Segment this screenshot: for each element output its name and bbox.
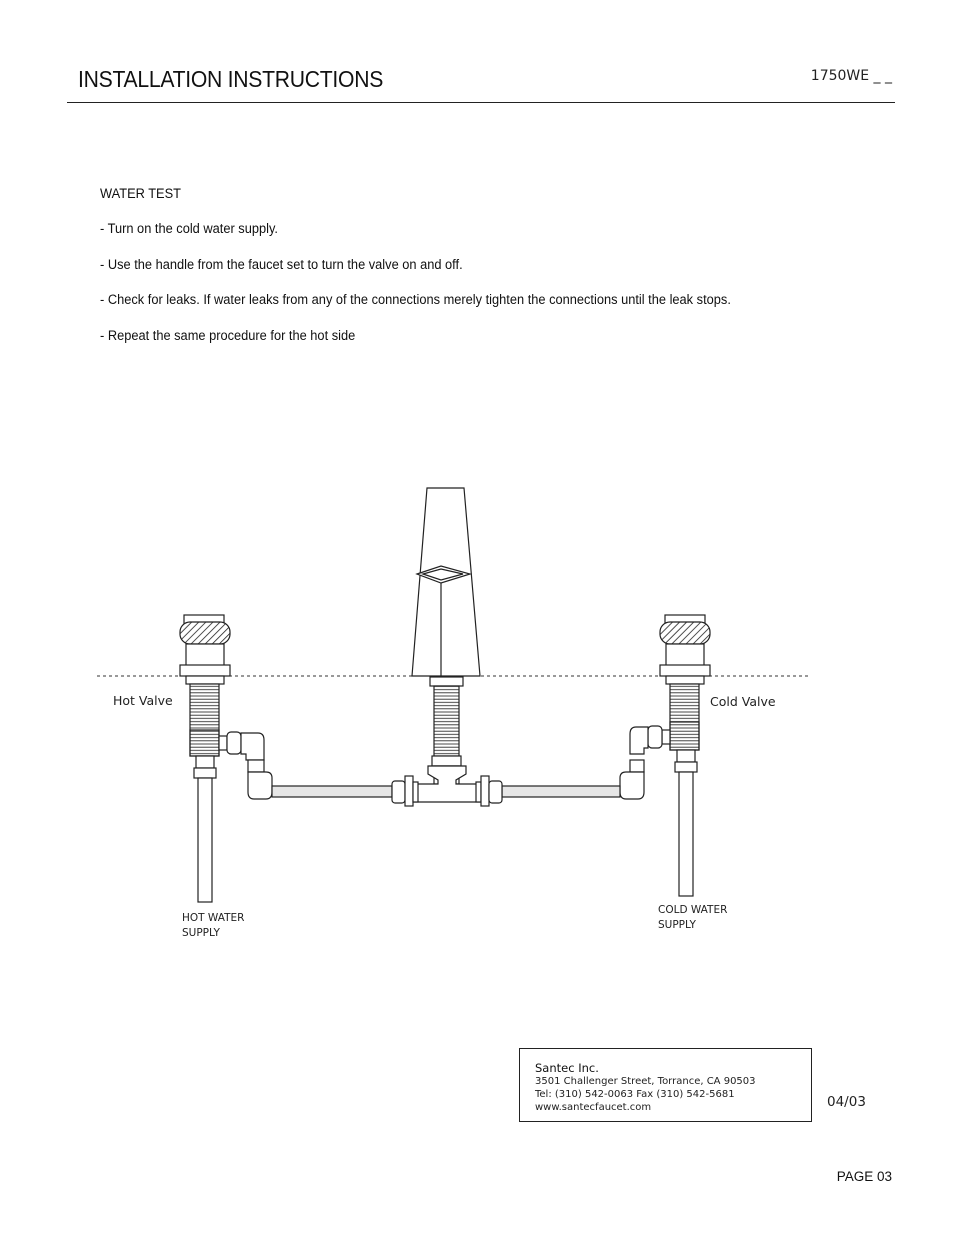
cold-valve-label: Cold Valve bbox=[710, 694, 776, 709]
instruction-step: - Use the handle from the faucet set to turn the valve on and off. bbox=[100, 256, 463, 272]
hot-water-supply-label bbox=[182, 911, 244, 941]
company-website: www.santecfaucet.com bbox=[535, 1102, 652, 1113]
hot-valve bbox=[180, 615, 230, 902]
page-title: INSTALLATION INSTRUCTIONS bbox=[78, 66, 384, 92]
hot-elbow-connection bbox=[219, 732, 392, 799]
cold-supply-line1: COLD WATER bbox=[658, 904, 728, 916]
cold-valve bbox=[660, 615, 710, 896]
company-phone-fax: Tel: (310) 542-0063 Fax (310) 542-5681 bbox=[535, 1089, 735, 1100]
hot-valve-label: Hot Valve bbox=[113, 693, 173, 708]
instruction-step: - Repeat the same procedure for the hot side bbox=[100, 327, 356, 343]
hot-supply-line1: HOT WATER bbox=[182, 912, 245, 924]
model-number: 1750WE _ _ bbox=[810, 68, 892, 84]
cold-water-supply-label bbox=[658, 903, 727, 933]
cold-supply-line2: SUPPLY bbox=[658, 919, 696, 931]
tee-fitting bbox=[392, 766, 502, 806]
revision-date: 04/03 bbox=[827, 1094, 866, 1110]
header-divider bbox=[67, 102, 895, 103]
instruction-step: - Check for leaks. If water leaks from any of the connections merely tighten the connections until the leak stops. bbox=[100, 292, 731, 308]
cold-elbow-connection bbox=[502, 726, 670, 799]
hot-supply-line2: SUPPLY bbox=[182, 927, 220, 939]
instruction-list bbox=[100, 186, 764, 363]
spout bbox=[412, 488, 480, 784]
company-name: Santec Inc. bbox=[535, 1061, 599, 1075]
instruction-heading: WATER TEST bbox=[100, 186, 182, 201]
faucet-installation-diagram bbox=[0, 470, 954, 970]
page-number: PAGE 03 bbox=[836, 1169, 892, 1184]
company-info-box bbox=[519, 1048, 812, 1122]
company-address: 3501 Challenger Street, Torrance, CA 90503 bbox=[535, 1076, 756, 1087]
instruction-step: - Turn on the cold water supply. bbox=[100, 221, 278, 237]
